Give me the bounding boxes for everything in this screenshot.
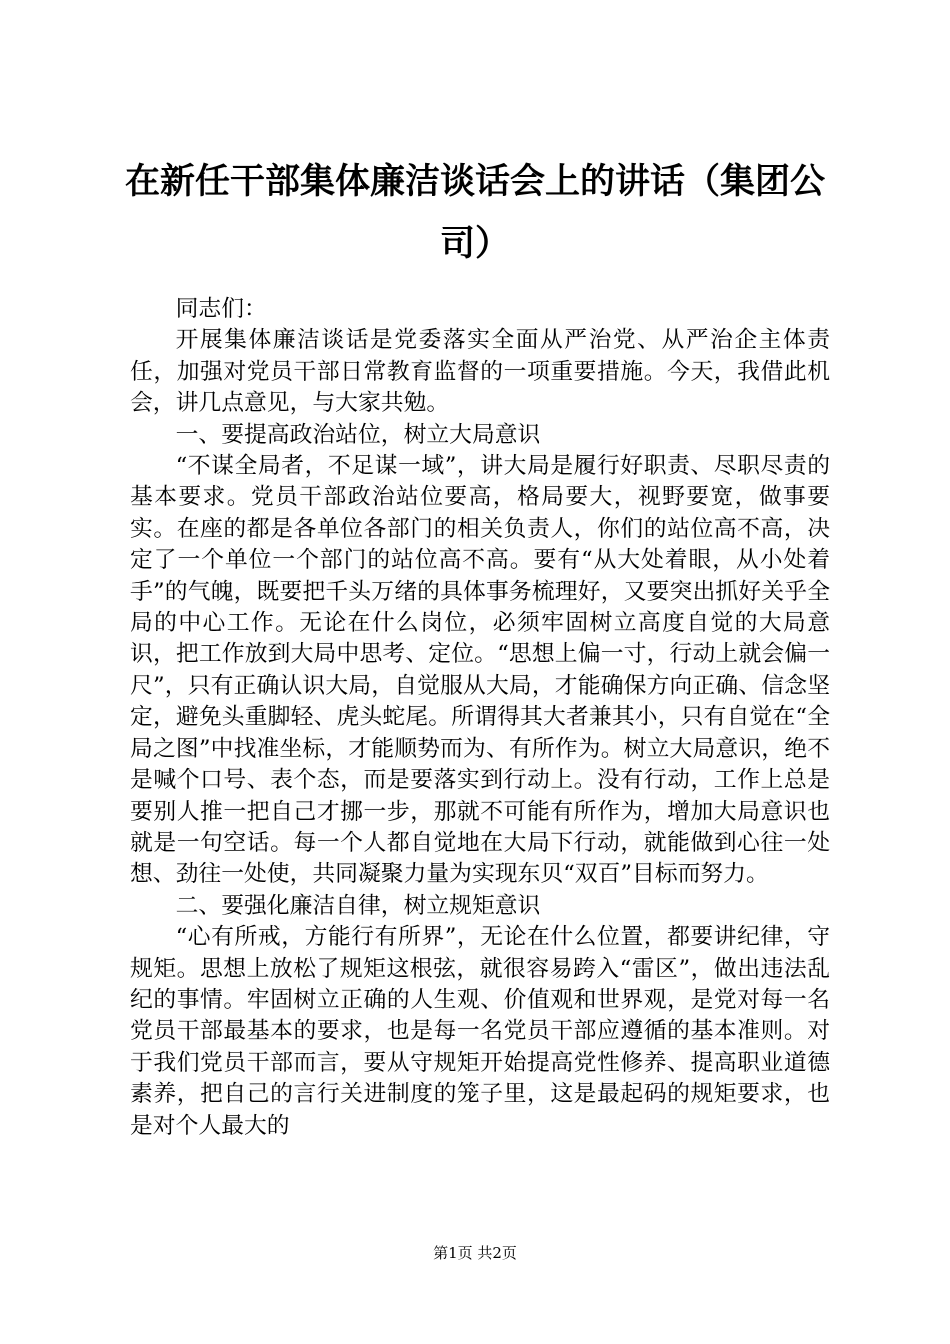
document-body <box>130 294 830 1142</box>
document-title-continued: 司） <box>439 224 510 264</box>
page-footer: 第1页 共2页 <box>433 1244 517 1262</box>
salutation: 同志们： <box>175 296 267 322</box>
paragraph-section-1: “不谋全局者，不足谋一域”，讲大局是履行好职责、尽职尽责的基本要求。党员干部政治站位要高，格局要大，视野要宽，做事要实。在座的都是各单位各部门的相关负责人，你们的站位高不高，决定了一个单位一个部门的站位高不高。要有“从大处着眼，从小处着手”的气魄，既要把千头万绪的具体事务梳理好，又要突出抓好关乎全局的中心工作。无论在什么岗位，必须牢固树立高度自觉的大局意识，把工作放到大局中思考、定位。“思想上偏一寸，行动上就会偏一尺”，只有正确认识大局，自觉服从大局，才能确保方向正确、信念坚定，避免头重脚轻、虎头蛇尾。所谓得其大者兼其小，只有自觉在“全局之图”中找准坐标，才能顺势而为、有所作为。树立大局意识，绝不是喊个口号、表个态，而是要落实到行动上。没有行动，工作上总是要别人推一把自己才挪一步，那就不可能有所作为，增加大局意识也就是一句空话。每一个人都自觉地在大局下行动，就能做到心往一处想、劲往一处使，共同凝聚力量为实现东贝“双百”目标而努力。 <box>130 453 830 888</box>
section-heading-2: 二、要强化廉洁自律，树立规矩意识 <box>175 892 541 919</box>
paragraph-section-2: “心有所戒，方能行有所界”，无论在什么位置，都要讲纪律，守规矩。思想上放松了规矩这根弦，就很容易跨入“雷区”，做出违法乱纪的事情。牢固树立正确的人生观、价值观和世界观，是党对每一名党员干部最基本的要求，也是每一名党员干部应遵循的基本准则。对于我们党员干部而言，要从守规矩开始提高党性修养、提高职业道德素养，把自己的言行关进制度的笼子里，这是最起码的规矩要求，也是对个人最大的 <box>130 924 830 1139</box>
document-title: 在新任干部集体廉洁谈话会上的讲话（集团公 <box>124 162 825 202</box>
section-heading-1: 一、要提高政治站位，树立大局意识 <box>175 421 541 448</box>
paragraph-intro: 开展集体廉洁谈话是党委落实全面从严治党、从严治企主体责任，加强对党员干部日常教育监督的一项重要措施。今天，我借此机会，讲几点意见，与大家共勉。 <box>130 327 830 417</box>
